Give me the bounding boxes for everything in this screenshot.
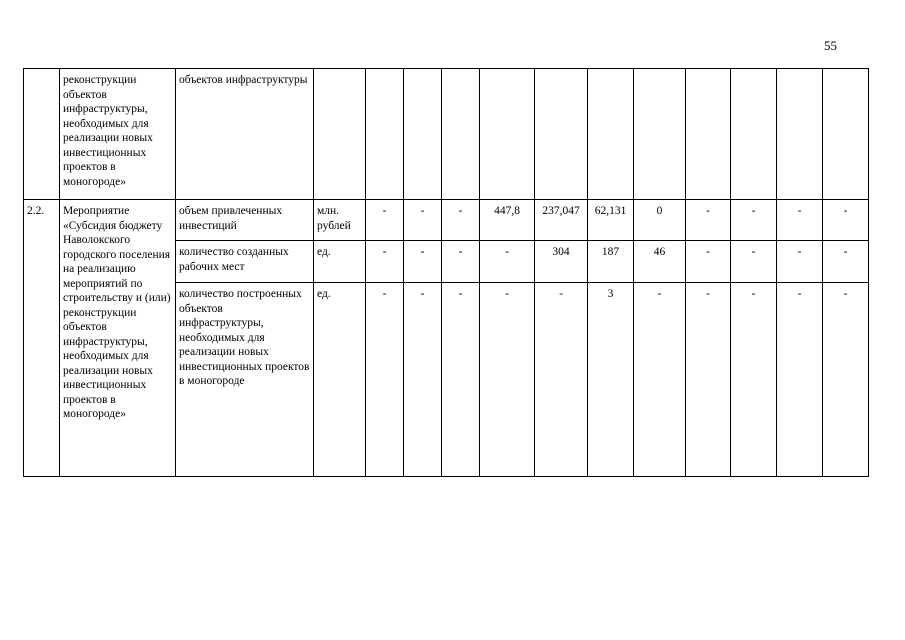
cell-unit: ед.	[314, 283, 366, 477]
cell-value: -	[480, 241, 535, 283]
cell-indicator-continuation: объектов инфраструктуры	[176, 69, 314, 200]
cell-empty	[634, 69, 686, 200]
cell-empty	[777, 69, 823, 200]
cell-unit: млн. рублей	[314, 200, 366, 241]
cell-empty	[24, 69, 60, 200]
cell-value: -	[823, 241, 869, 283]
cell-value: 0	[634, 200, 686, 241]
cell-value: 187	[588, 241, 634, 283]
cell-value: -	[366, 283, 404, 477]
indicators-table	[23, 68, 869, 477]
cell-empty	[404, 69, 442, 200]
cell-indicator-name: количество созданных рабочих мест	[176, 241, 314, 283]
cell-value: -	[366, 241, 404, 283]
cell-value: 46	[634, 241, 686, 283]
cell-indicator-name: объем привлеченных инвестиций	[176, 200, 314, 241]
cell-value: -	[823, 283, 869, 477]
cell-value: -	[777, 241, 823, 283]
cell-value: -	[823, 200, 869, 241]
cell-empty	[535, 69, 588, 200]
cell-value: 62,131	[588, 200, 634, 241]
cell-value: -	[404, 200, 442, 241]
cell-value: -	[731, 241, 777, 283]
cell-value: -	[535, 283, 588, 477]
cell-value: -	[731, 200, 777, 241]
cell-value: -	[404, 283, 442, 477]
cell-empty	[480, 69, 535, 200]
cell-value: -	[686, 241, 731, 283]
cell-empty	[442, 69, 480, 200]
cell-value: 237,047	[535, 200, 588, 241]
cell-empty	[314, 69, 366, 200]
page-number: 55	[824, 38, 837, 53]
cell-activity-continuation: реконструкции объектов инфраструктуры, необходимых для реализации новых инвестиционных проектов в моногороде»	[60, 69, 176, 200]
cell-value: -	[686, 283, 731, 477]
cell-value: -	[366, 200, 404, 241]
cell-value: -	[777, 283, 823, 477]
cell-value: -	[442, 241, 480, 283]
cell-value: -	[404, 241, 442, 283]
cell-value: -	[442, 200, 480, 241]
cell-value: -	[731, 283, 777, 477]
cell-indicator-name: количество построенных объектов инфраструктуры, необходимых для реализации новых инвестиционных проектов в моногороде	[176, 283, 314, 477]
table-row	[24, 200, 869, 241]
cell-value: -	[442, 283, 480, 477]
cell-empty	[588, 69, 634, 200]
cell-value: 447,8	[480, 200, 535, 241]
cell-empty	[686, 69, 731, 200]
cell-activity-name: Мероприятие «Субсидия бюджету Наволокского городского поселения на реализацию мероприятий по строительству и (или) реконструкции объектов инфраструктуры, необходимых для реализации новых инвестиционных проектов в моногороде»	[60, 200, 176, 477]
table-row-continuation	[24, 69, 869, 200]
cell-value: -	[686, 200, 731, 241]
cell-empty	[731, 69, 777, 200]
cell-unit: ед.	[314, 241, 366, 283]
cell-value: 304	[535, 241, 588, 283]
cell-empty	[823, 69, 869, 200]
cell-value: -	[634, 283, 686, 477]
cell-empty	[366, 69, 404, 200]
cell-activity-number: 2.2.	[24, 200, 60, 477]
cell-value: -	[480, 283, 535, 477]
cell-value: -	[777, 200, 823, 241]
cell-value: 3	[588, 283, 634, 477]
